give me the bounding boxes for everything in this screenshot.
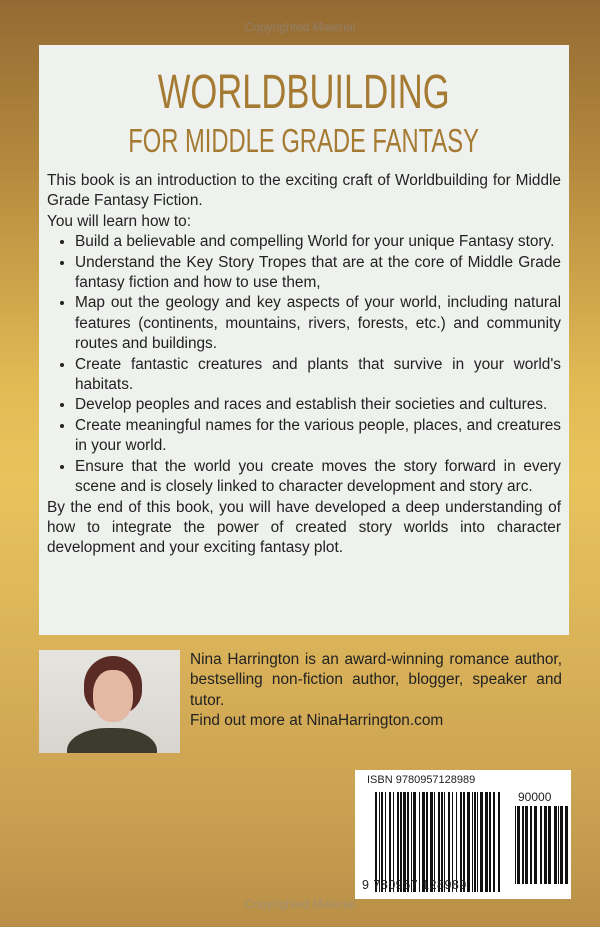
barcode-bars — [375, 792, 505, 892]
barcode-bar — [565, 806, 568, 884]
barcode-bar — [467, 792, 470, 892]
list-item: • Ensure that the world you create moves the story forward in every scene and is closely linked to character development and story arc. — [75, 457, 561, 498]
list-item: • Understand the Key Story Tropes that are at the core of Middle Grade fantasy fiction and how to use them, — [75, 253, 561, 294]
closing-text: By the end of this book, you will have developed a deep understanding of how to integrate the power of created story worlds into character development and your exciting fantasy plot. — [47, 498, 561, 557]
barcode-bar — [544, 806, 547, 884]
list-item: • Create meaningful names for the various people, places, and creatures in your world. — [75, 416, 561, 457]
barcode-bar — [389, 792, 391, 892]
barcode-bar — [379, 792, 380, 892]
barcode-bar — [534, 806, 537, 884]
barcode-bar — [517, 806, 520, 884]
barcode-bar — [515, 806, 516, 884]
barcode-bar — [448, 792, 450, 892]
barcode-bar — [474, 792, 476, 892]
barcode-bar — [419, 792, 420, 892]
barcode-bar — [530, 806, 532, 884]
barcode-bar — [558, 806, 559, 884]
watermark-top: Copyrighted Material — [244, 20, 356, 34]
barcode-bar — [554, 806, 557, 884]
learning-list — [47, 232, 561, 497]
barcode-digits: 9 780957 128989 — [362, 878, 467, 892]
intro-text: This book is an introduction to the exciting craft of Worldbuilding for Middle Grade Fantasy Fiction. — [47, 172, 561, 210]
barcode-bar — [422, 792, 425, 892]
barcode-bar — [540, 806, 542, 884]
isbn-label: ISBN 9780957128989 — [367, 774, 476, 786]
barcode-bar — [375, 792, 377, 892]
book-subtitle: FOR MIDDLE GRADE FANTASY — [128, 122, 480, 159]
barcode-bar — [381, 792, 383, 892]
barcode-bar — [441, 792, 443, 892]
book-title: WORLDBUILDING — [158, 66, 450, 119]
barcode-bar — [411, 792, 412, 892]
barcode-bar — [560, 806, 563, 884]
barcode-bar — [407, 792, 409, 892]
description-panel — [39, 45, 569, 635]
barcode-bar — [489, 792, 491, 892]
addon-bars — [515, 806, 570, 884]
barcode-bar — [477, 792, 478, 892]
author-bio — [190, 650, 562, 732]
list-item: • Develop peoples and races and establish their societies and cultures. — [75, 395, 561, 415]
barcode-bar — [403, 792, 406, 892]
learn-heading: You will learn how to: — [47, 212, 192, 230]
barcode-bar — [400, 792, 402, 892]
author-website: Find out more at NinaHarrington.com — [190, 712, 444, 730]
watermark-bottom: Copyrighted Material — [244, 897, 356, 911]
barcode-bar — [472, 792, 473, 892]
barcode-bar — [548, 806, 551, 884]
barcode-bar — [393, 792, 394, 892]
barcode-bar — [456, 792, 457, 892]
price-addon: 90000 — [518, 790, 552, 804]
barcode-bar — [480, 792, 483, 892]
barcode-bar — [444, 792, 445, 892]
isbn-barcode — [355, 770, 571, 899]
barcode-bar — [430, 792, 433, 892]
barcode-bar — [434, 792, 435, 892]
author-photo — [39, 650, 180, 753]
list-item: • Build a believable and compelling World for your unique Fantasy story. — [75, 232, 561, 252]
list-item: • Map out the geology and key aspects of your world, including natural features (continents, mountains, rivers, forests, etc.) and community routes and buildings. — [75, 293, 561, 354]
barcode-bar — [452, 792, 453, 892]
barcode-bar — [438, 792, 440, 892]
barcode-bar — [413, 792, 416, 892]
list-item: • Create fantastic creatures and plants that survive in your world's habitats. — [75, 355, 561, 396]
author-bio-text: Nina Harrington is an award-winning romance author, bestselling non-fiction author, blogger, speaker and tutor. — [190, 651, 562, 709]
barcode-bar — [385, 792, 386, 892]
barcode-bar — [485, 792, 488, 892]
barcode-bar — [463, 792, 465, 892]
barcode-bar — [397, 792, 399, 892]
barcode-bar — [493, 792, 495, 892]
barcode-bar — [498, 792, 500, 892]
barcode-bar — [426, 792, 428, 892]
barcode-bar — [460, 792, 462, 892]
barcode-bar — [525, 806, 528, 884]
blurb — [47, 171, 561, 559]
barcode-bar — [522, 806, 524, 884]
